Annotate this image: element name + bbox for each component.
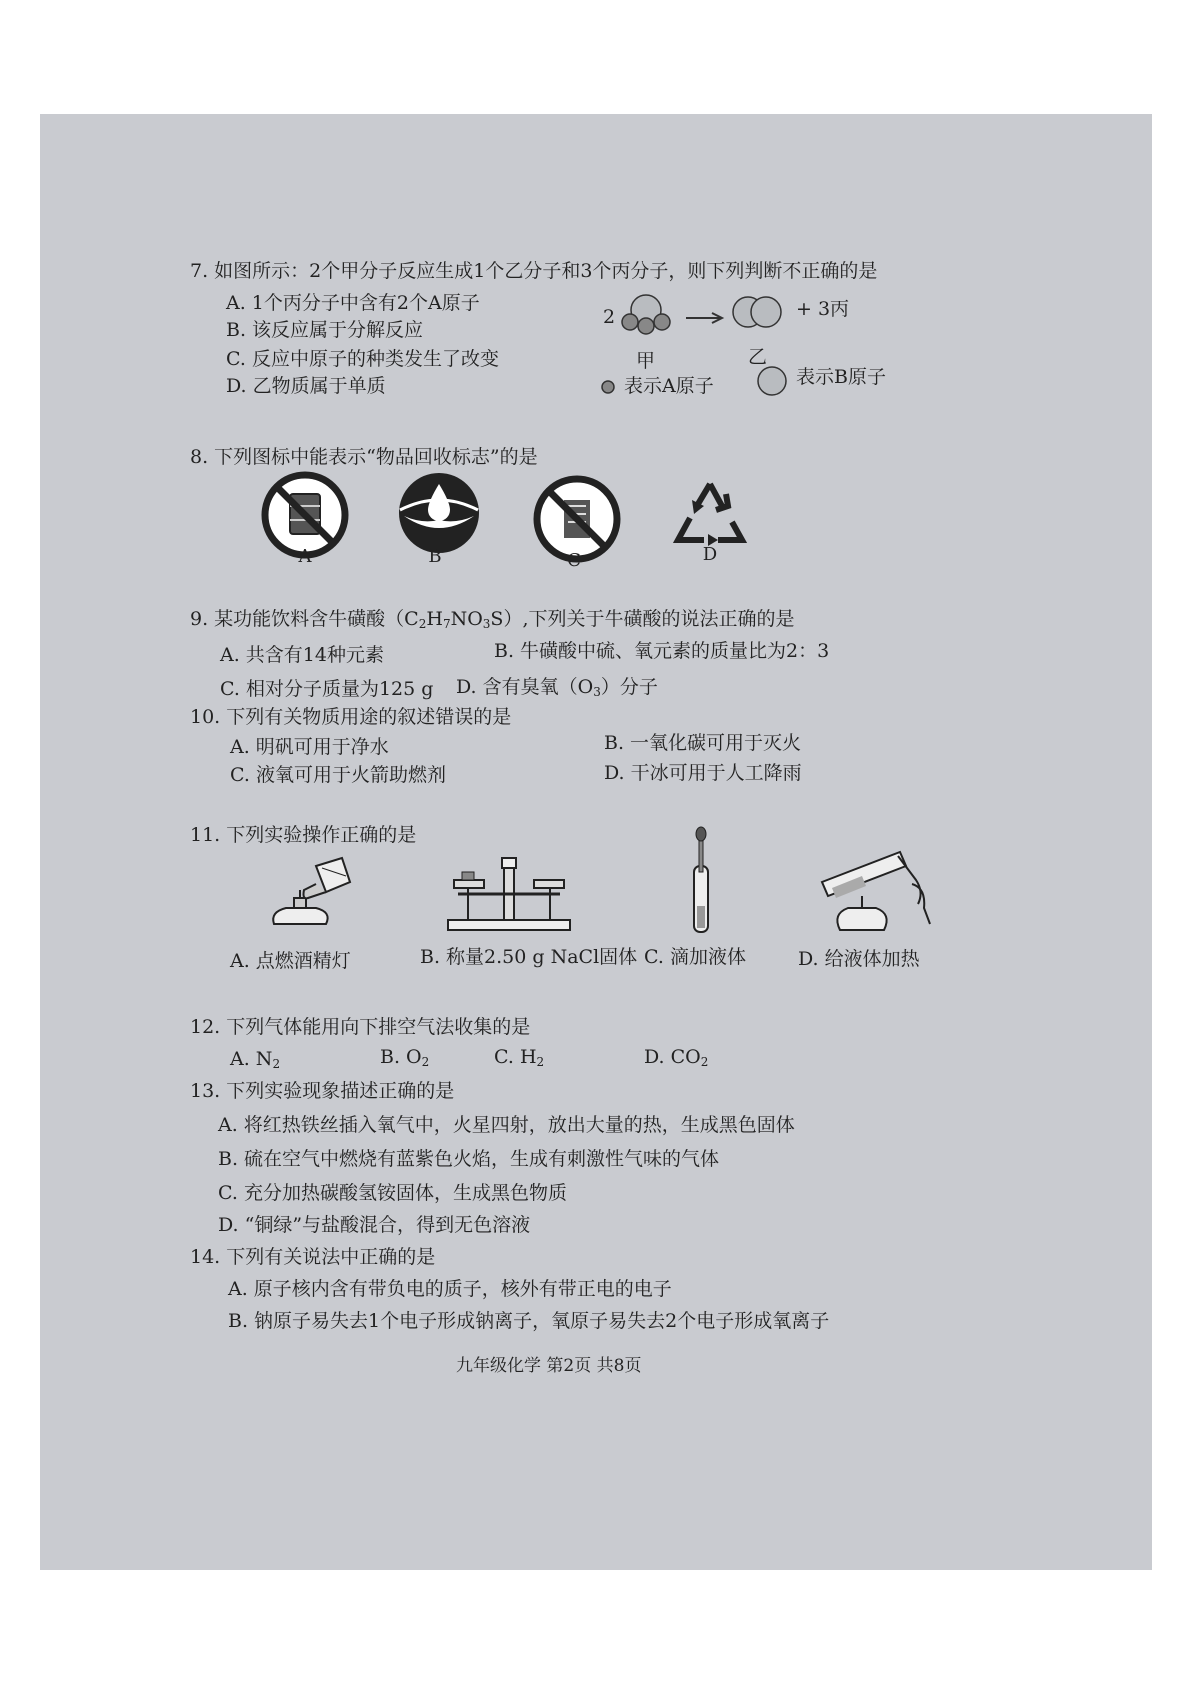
q8-label-b: B	[428, 546, 442, 567]
q9-stem-post: ）,下列关于牛磺酸的说法正确的是	[503, 608, 795, 630]
q7-legend-a: 表示A原子	[624, 375, 714, 397]
q11-option-d: D. 给液体加热	[798, 948, 920, 970]
q12-stem: 12. 下列气体能用向下排空气法收集的是	[190, 1016, 531, 1038]
q12-option-d-text: D. CO	[644, 1046, 701, 1068]
q7-molecule-yi-icon	[732, 294, 792, 334]
q11-stem: 11. 下列实验操作正确的是	[190, 824, 417, 846]
q8-label-c: C	[567, 550, 581, 571]
alcohol-lamp-lighting-icon	[266, 854, 356, 934]
q11-option-b: B. 称量2.50 g NaCl固体	[420, 946, 638, 968]
q13-option-a: A. 将红热铁丝插入氧气中，火星四射，放出大量的热，生成黑色固体	[218, 1114, 795, 1136]
q10-option-a: A. 明矾可用于净水	[230, 736, 389, 758]
q7-label-jia: 甲	[636, 350, 656, 372]
q7-legend-b: 表示B原子	[796, 366, 886, 388]
q9-formula-s: S	[490, 608, 504, 630]
q7-stem: 7. 如图所示：2个甲分子反应生成1个乙分子和3个丙分子，则下列判断不正确的是	[190, 260, 878, 282]
q12-option-c-sub: 2	[536, 1055, 545, 1069]
q7-option-d: D. 乙物质属于单质	[226, 375, 386, 397]
heating-liquid-icon	[812, 844, 932, 934]
q9-formula-h: H	[426, 608, 443, 630]
q7-arrow-icon	[686, 312, 726, 324]
q7-option-b: B. 该反应属于分解反应	[226, 319, 424, 341]
q8-label-a: A	[298, 546, 312, 567]
q12-option-b-text: B. O	[380, 1046, 422, 1068]
q12-option-b-sub: 2	[421, 1055, 430, 1069]
q7-coef-left: 2	[603, 306, 616, 328]
q12-option-d-sub: 2	[700, 1055, 709, 1069]
q12-option-c	[494, 1048, 544, 1068]
q7-atom-a-icon	[601, 380, 615, 394]
balance-scale-icon	[444, 854, 574, 934]
q11-option-c: C. 滴加液体	[644, 946, 746, 968]
q11-option-a: A. 点燃酒精灯	[230, 950, 351, 972]
q10-option-b: B. 一氧化碳可用于灭火	[604, 732, 802, 754]
q9-formula-o-count: 3	[482, 617, 491, 631]
q13-option-c: C. 充分加热碳酸氢铵固体，生成黑色物质	[218, 1182, 567, 1204]
q9-option-d-pre: D. 含有臭氧（O	[456, 676, 594, 698]
q9-option-d	[456, 678, 658, 698]
q7-option-a: A. 1个丙分子中含有2个A原子	[226, 292, 480, 314]
q7-label-yi: 乙	[748, 346, 768, 368]
q9-formula-c-count: 2	[418, 617, 427, 631]
q9-option-d-sub: 3	[593, 685, 601, 699]
q12-option-a-text: A. N	[230, 1048, 273, 1070]
q14-stem: 14. 下列有关说法中正确的是	[190, 1246, 436, 1268]
recycle-sign-icon	[670, 480, 750, 550]
q12-option-d	[644, 1048, 708, 1068]
q14-option-a: A. 原子核内含有带负电的质子，核外有带正电的电子	[228, 1278, 672, 1300]
q12-option-a-sub: 2	[272, 1057, 281, 1071]
q7-product-extra: + 3丙	[796, 298, 850, 320]
q13-stem: 13. 下列实验现象描述正确的是	[190, 1080, 455, 1102]
q7-atom-b-icon	[756, 366, 790, 396]
q7-option-c: C. 反应中原子的种类发生了改变	[226, 348, 499, 370]
q9-option-d-post: ）分子	[600, 676, 658, 698]
q9-option-b: B. 牛磺酸中硫、氧元素的质量比为2：3	[494, 640, 830, 662]
water-saving-sign-icon	[396, 470, 482, 556]
q12-option-b	[380, 1048, 429, 1068]
q8-stem: 8. 下列图标中能表示“物品回收标志”的是	[190, 446, 538, 468]
q9-option-c: C. 相对分子质量为125 g	[220, 678, 434, 700]
q12-option-c-text: C. H	[494, 1046, 537, 1068]
dropper-test-tube-icon	[686, 826, 716, 936]
q9-option-a: A. 共含有14种元素	[220, 644, 384, 666]
q8-label-d: D	[702, 544, 718, 565]
q9-formula-h-count: 7	[442, 617, 451, 631]
q13-option-b: B. 硫在空气中燃烧有蓝紫色火焰，生成有刺激性气味的气体	[218, 1148, 720, 1170]
q10-stem: 10. 下列有关物质用途的叙述错误的是	[190, 706, 512, 728]
q10-option-d: D. 干冰可用于人工降雨	[604, 762, 802, 784]
q12-option-a	[230, 1050, 280, 1070]
q7-molecule-jia-icon	[620, 294, 680, 334]
q10-option-c: C. 液氧可用于火箭助燃剂	[230, 764, 446, 786]
q14-option-b: B. 钠原子易失去1个电子形成钠离子，氧原子易失去2个电子形成氧离子	[228, 1310, 830, 1332]
q13-option-d: D. “铜绿”与盐酸混合，得到无色溶液	[218, 1214, 531, 1236]
q9-stem-pre: 9. 某功能饮料含牛磺酸（C	[190, 608, 419, 630]
q9-formula-no: NO	[450, 608, 483, 630]
page-footer: 九年级化学 第2页 共8页	[456, 1356, 642, 1376]
paper-sheet	[40, 114, 1152, 1570]
q9-stem	[190, 610, 795, 630]
